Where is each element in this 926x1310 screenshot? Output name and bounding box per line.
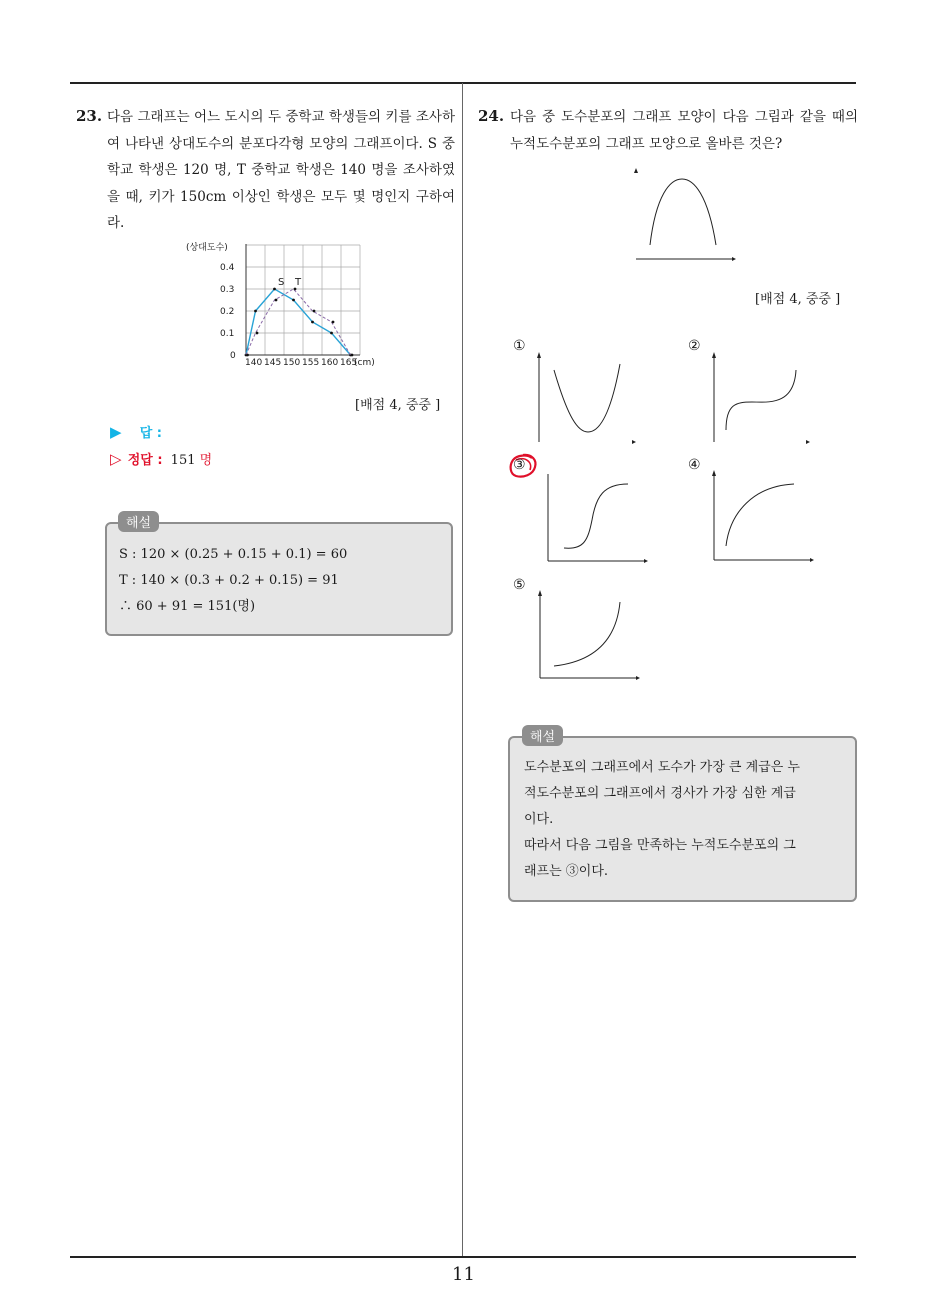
q23-ytick-label: 0.2 [220,307,235,317]
q23-point-s [330,332,333,335]
choice-3-graph[interactable] [540,470,652,568]
choice-4-graph[interactable] [706,466,818,566]
outline-triangle-icon: ▷ [110,450,122,468]
column-divider [462,83,463,1256]
choice-5-label[interactable]: ⑤ [513,577,526,593]
q24-explanation-tag: 해설 [522,725,563,746]
play-icon: ▶ [110,423,122,441]
q23-point-t [246,354,249,357]
q23-ytick-label: 0.3 [220,285,235,295]
q23-correct-label: 정답 : [127,453,163,468]
q23-exp-line-2: T : 140 × (0.3 + 0.2 + 0.15) = 91 [119,573,339,588]
q23-score: [배점 4, 중중 ] [355,398,441,413]
q23-correct-unit: 명 [199,453,213,468]
q23-explanation-box [105,522,453,636]
q24-score: [배점 4, 중중 ] [755,292,841,307]
q23-point-s [292,299,295,302]
bottom-rule [70,1256,856,1258]
q23-answer-row [110,422,162,441]
q23-text: 다음 그래프는 어느 도시의 두 중학교 학생들의 키를 조사하여 나타낸 상대도수의 분포다각형 모양의 그래프이다. S 중학교 학생은 120 명, T 중학교 학생은 140 명을 조사하였을 때, 키가 150cm 이상인 학생은 모두 몇 명인지 구하여라. [107,109,455,231]
choice-4-label[interactable]: ④ [688,457,701,473]
q23-point-t [275,299,278,302]
choice-1-graph[interactable] [532,348,642,448]
page-number: 11 [452,1264,475,1285]
q23-exp-line-3: ∴ 60 + 91 = 151(명) [119,599,256,614]
q23-ytick-label: 0 [230,351,236,361]
q23-point-s [273,288,276,291]
q23-answer-label: 답 : [139,426,162,441]
q23-ytick-label: 0.4 [220,263,235,273]
q23-series-label-t: T [295,277,302,288]
choice-5-graph[interactable] [532,586,644,684]
q24-number: 24. [478,107,505,125]
q24-exp-line-5: 래프는 ③이다. [524,864,609,879]
q24-histogram-shape [630,165,740,265]
q23-point-s [311,321,314,324]
q23-chart [180,238,380,373]
q23-series-line-t [246,289,351,355]
q23-xtick-label: 145 [264,358,282,368]
q24-exp-line-4: 따라서 다음 그림을 만족하는 누적도수분포의 그 [524,838,796,853]
q23-point-t [313,310,316,313]
q23-point-t [294,288,297,291]
q23-xtick-label: 165 [340,358,358,368]
q24-exp-line-2: 적도수분포의 그래프에서 경사가 가장 심한 계급 [524,786,796,801]
q23-point-s [254,310,257,313]
q24-text: 다음 중 도수분포의 그래프 모양이 다음 그림과 같을 때의 누적도수분포의 그래프 모양으로 올바른 것은? [510,109,858,152]
choice-2-label[interactable]: ② [688,338,701,354]
q23-exp-line-1: S : 120 × (0.25 + 0.15 + 0.1) = 60 [119,547,348,562]
q23-point-t [351,354,354,357]
q23-xtick-label: 160 [321,358,339,368]
q23-correct-value: 151 [170,453,196,468]
q24-explanation-box [508,736,857,902]
q23-xtick-label: 140 [245,358,263,368]
q23-explanation-tag: 해설 [118,511,159,532]
q24-exp-line-3: 이다. [524,812,554,827]
q23-point-t [332,321,335,324]
q23-ylabel: (상대도수) [186,243,228,253]
choice-2-graph[interactable] [706,348,816,448]
top-rule [70,82,856,84]
q23-xtick-label: 155 [302,358,320,368]
q24-exp-line-1: 도수분포의 그래프에서 도수가 가장 큰 계급은 누 [524,760,800,775]
q23-number: 23. [76,107,103,125]
q23-correct-row [110,449,212,468]
q23-series-label-s: S [278,277,285,288]
q23-xtick-label: 150 [283,358,301,368]
q23-xlabel: (cm) [354,358,375,368]
q23-point-t [256,332,259,335]
q23-ytick-label: 0.1 [220,329,235,339]
choice-1-label[interactable]: ① [513,338,526,354]
choice-3-label[interactable]: ③ [513,457,526,473]
